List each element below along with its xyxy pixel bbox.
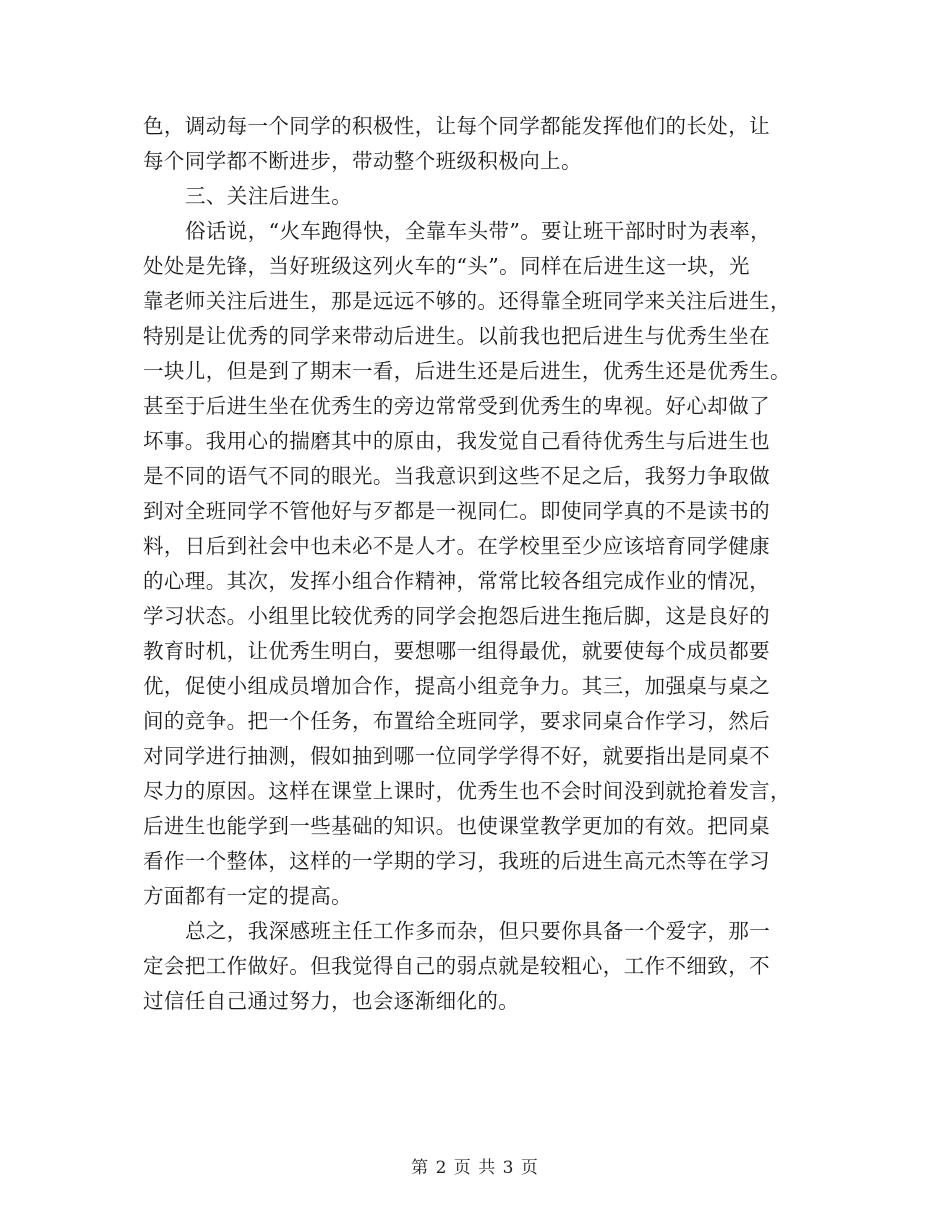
text-line: 对同学进行抽测，假如抽到哪一位同学学得不好，就要指出是同桌不 (143, 744, 770, 768)
page-number-label: 第 2 页 共 3 页 (411, 1158, 539, 1178)
text-line: 三、关注后进生。 (185, 184, 353, 208)
text-line: 的心理。其次，发挥小组合作精神，常常比较各组完成作业的情况， (143, 569, 770, 593)
text-line: 坏事。我用心的揣磨其中的原由，我发觉自己看待优秀生与后进生也 (143, 429, 770, 453)
document-body (143, 109, 808, 1019)
text-line: 学习状态。小组里比较优秀的同学会抱怨后进生拖后脚，这是良好的 (143, 604, 770, 628)
text-line: 一块儿，但是到了期末一看，后进生还是后进生，优秀生还是优秀生。 (143, 359, 791, 383)
text-line: 处处是先锋，当好班级这列火车的“头”。同样在后进生这一块，光 (143, 254, 750, 278)
text-line: 总之，我深感班主任工作多而杂，但只要你具备一个爱字，那一 (185, 919, 771, 943)
text-line: 俗话说，“火车跑得快，全靠车头带”。要让班干部时时为表率， (185, 219, 772, 243)
text-line: 每个同学都不断进步，带动整个班级积极向上。 (143, 149, 582, 173)
page-footer (0, 1153, 950, 1178)
text-line: 定会把工作做好。但我觉得自己的弱点就是较粗心，工作不细致，不 (143, 954, 770, 978)
text-line: 方面都有一定的提高。 (143, 884, 352, 908)
text-line: 后进生也能学到一些基础的知识。也使课堂教学更加的有效。把同桌 (143, 814, 770, 838)
text-line: 料，日后到社会中也未必不是人才。在学校里至少应该培育同学健康 (143, 534, 770, 558)
text-line: 教育时机，让优秀生明白，要想哪一组得最优，就要使每个成员都要 (143, 639, 770, 663)
text-line: 靠老师关注后进生，那是远远不够的。还得靠全班同学来关注后进生， (143, 289, 791, 313)
text-line: 优，促使小组成员增加合作，提高小组竞争力。其三，加强桌与桌之 (143, 674, 770, 698)
text-line: 特别是让优秀的同学来带动后进生。以前我也把后进生与优秀生坐在 (143, 324, 770, 348)
text-line: 过信任自己通过努力，也会逐渐细化的。 (143, 989, 520, 1013)
text-line: 甚至于后进生坐在优秀生的旁边常常受到优秀生的卑视。好心却做了 (143, 394, 770, 418)
text-line: 间的竞争。把一个任务，布置给全班同学，要求同桌合作学习，然后 (143, 709, 770, 733)
text-line: 是不同的语气不同的眼光。当我意识到这些不足之后，我努力争取做 (143, 464, 770, 488)
text-line: 尽力的原因。这样在课堂上课时，优秀生也不会时间没到就抢着发言， (143, 779, 791, 803)
text-line: 看作一个整体，这样的一学期的学习，我班的后进生高元杰等在学习 (143, 849, 770, 873)
text-line: 色，调动每一个同学的积极性，让每个同学都能发挥他们的长处，让 (143, 114, 770, 138)
text-line: 到对全班同学不管他好与歹都是一视同仁。即使同学真的不是读书的 (143, 499, 770, 523)
